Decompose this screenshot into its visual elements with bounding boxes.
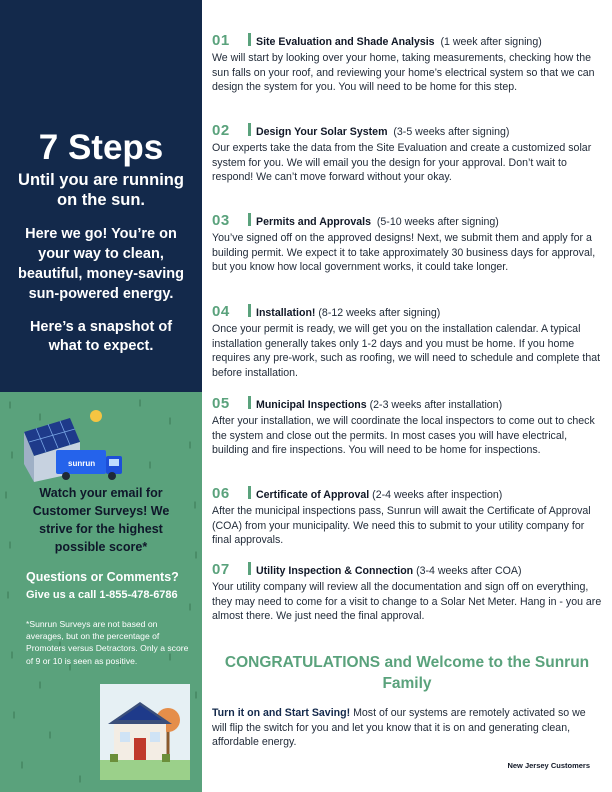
step-title: Municipal Inspections [256,399,367,411]
sidebar-subtitle: Until you are running on the sun. [18,171,184,209]
phone-line[interactable]: Give us a call 1-855-478-6786 [26,589,178,601]
step-description: Our experts take the data from the Site Evaluation and create a customized solar system for you. We will email you the design for your approval. Don’t wait to respond! We can’t move forward without your okay. [212,142,592,184]
step-timing: (2-4 weeks after inspection) [372,489,503,501]
step-title: Certificate of Approval [256,489,370,501]
step-title: Permits and Approvals [256,216,371,228]
step-number: 06 [212,485,230,502]
step-title: Design Your Solar System [256,126,388,138]
step-06 [212,486,602,548]
step-number: 02 [212,122,230,139]
final-lead: Turn it on and Start Saving! [212,707,351,719]
step-timing: (1 week after signing) [440,36,542,48]
survey-note: Watch your email for Customer Surveys! We strive for the highest possible score* [32,486,170,554]
sidebar-title: 7 Steps [38,128,164,167]
truck-label: sunrun [68,459,96,468]
step-05 [212,396,602,458]
step-04 [212,304,602,380]
step-02 [212,123,602,185]
final-body: Most of our systems are remotely activated so we will flip the switch for you and let you know that it is on and generating clean, affordable energy. [212,707,586,749]
step-number: 07 [212,561,230,578]
step-03 [212,213,602,275]
step-divider [248,213,251,226]
step-description: Your utility company will review all the documentation and sign off on everything, they may need to come for a visit to change to a Solar Net Meter. Hang in - you are almost there. We just need the final approval. [212,581,602,623]
step-timing: (8-12 weeks after signing) [318,307,441,319]
step-number: 05 [212,395,230,412]
region-label: New Jersey Customers [507,761,590,770]
step-description: Once your permit is ready, we will get you on the installation calendar. A typical installation generally takes only 1-2 days and you must be home. If you home requires any pre-work, such as roofing, we will need to schedule and complete that before installation. [212,323,601,379]
step-divider [248,486,251,499]
sidebar-intro: Here we go! You’re on your way to clean, beautiful, money-saving sun-powered energy. [18,226,184,302]
step-divider [248,123,251,136]
survey-footnote: *Sunrun Surveys are not based on averages, but on the percentage of Promoters versus Detractors. Only a score of 9 or 10 is seen as positive. [26,619,189,666]
step-timing: (3-4 weeks after COA) [416,565,522,577]
step-timing: (2-3 weeks after installation) [369,399,503,411]
step-divider [248,396,251,409]
step-title: Site Evaluation and Shade Analysis [256,36,435,48]
step-divider [248,304,251,317]
step-01 [212,33,602,95]
step-07 [212,562,602,624]
step-description: After your installation, we will coordinate the local inspectors to come out to check the system and close out the permits. In most cases you will have electrical, building and fire inspections. You will need to be home for inspections. [212,415,595,457]
congratulations-heading: CONGRATULATIONS and Welcome to the Sunrun Family [224,654,590,692]
step-title: Installation! [256,307,316,319]
step-description: After the municipal inspections pass, Sunrun will await the Certificate of Approval (COA) from your municipality. We need this to submit to your utility company for final approvals. [212,505,591,547]
solar-house-illustration [100,684,190,780]
step-number: 04 [212,303,230,320]
sidebar-snapshot: Here’s a snapshot of what to expect. [29,319,173,354]
step-title: Utility Inspection & Connection [256,565,414,577]
step-divider [248,33,251,46]
questions-heading: Questions or Comments? [26,570,179,584]
step-description: We will start by looking over your home, taking measurements, checking how the sun falls on your roof, and reviewing your home’s electrical system so that we can design the system for you. You will need to be home for this step. [212,52,595,94]
step-description: You’ve signed off on the approved designs! Next, we submit them and apply for a building permit. We expect it to take approximately 30 business days for approval, but you know how local government works, it could take longer. [212,232,596,274]
house-truck-illustration [20,402,160,484]
sidebar-header-panel [0,0,202,392]
step-number: 01 [212,32,230,49]
sidebar-info-panel [0,392,202,792]
step-number: 03 [212,212,230,229]
step-timing: (5-10 weeks after signing) [376,216,499,228]
step-timing: (3-5 weeks after signing) [393,126,510,138]
final-step [212,706,597,750]
step-divider [248,562,251,575]
